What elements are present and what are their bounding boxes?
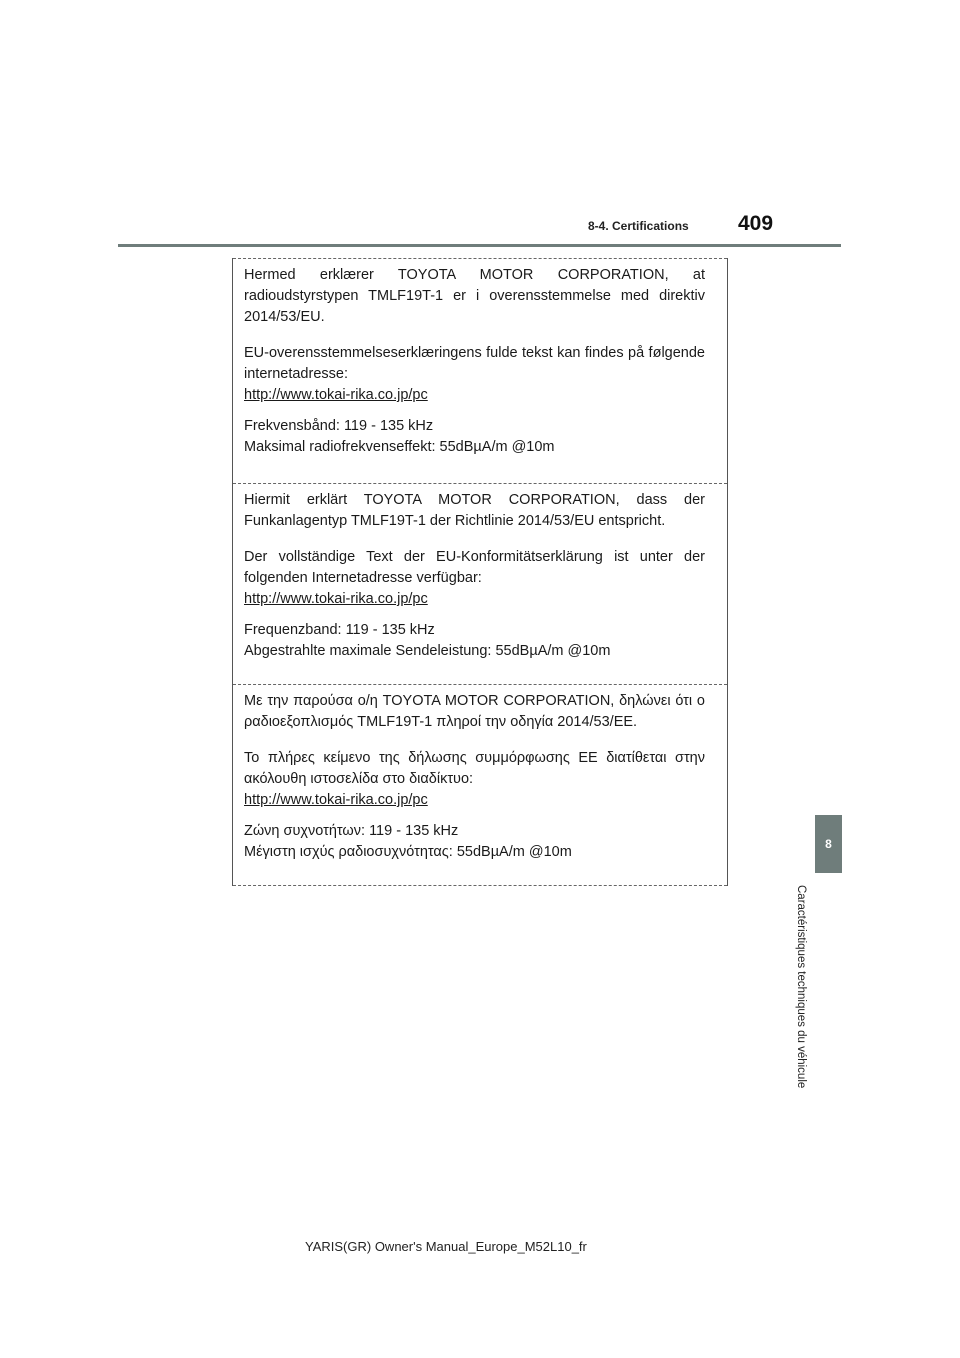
- radio-specs: [244, 620, 705, 662]
- declaration-url-intro: Der vollständige Text der EU-Konformitätserklärung ist unter der folgenden Internetadresse verfügbar:: [244, 549, 705, 586]
- chapter-label: Caractéristiques techniques du véhicule: [795, 885, 807, 1089]
- frequency-band: Ζώνη συχνοτήτων: 119 - 135 kHz: [244, 823, 459, 839]
- declaration-url-intro: EU-overensstemmelseserklæringens fulde tekst kan findes på følgende internetadresse:: [244, 345, 705, 382]
- declaration-text: Με την παρούσα ο/η TOYOTA MOTOR CORPORATION, δηλώνει ότι ο ραδιοεξοπλισμός TMLF19T-1 πληροί την οδηγία 2014/53/ΕΕ.: [244, 693, 705, 730]
- chapter-number: 8: [825, 837, 832, 851]
- max-power: Maksimal radiofrekvenseffekt: 55dBµA/m @10m: [244, 439, 555, 455]
- cert-section-greek: [233, 684, 727, 863]
- declaration-url-intro: Το πλήρες κείμενο της δήλωσης συμμόρφωσης ΕΕ διατίθεται στην ακόλουθη ιστοσελίδα στο διαδίκτυο:: [244, 750, 705, 787]
- max-power: Μέγιστη ισχύς ραδιοσυχνότητας: 55dBµA/m @10m: [244, 844, 572, 860]
- cert-section-danish: [233, 258, 727, 458]
- declaration-text: Hermed erklærer TOYOTA MOTOR CORPORATION, at radioudstyrstypen TMLF19T-1 er i overensstemmelse med direktiv 2014/53/EU.: [244, 267, 705, 325]
- frequency-band: Frequenzband: 119 - 135 kHz: [244, 622, 435, 638]
- page-number: 409: [738, 212, 774, 235]
- header-divider: [118, 244, 841, 247]
- section-title: 8-4. Certifications: [588, 219, 689, 233]
- declaration-url-text: [244, 343, 705, 406]
- max-power: Abgestrahlte maximale Sendeleistung: 55dBµA/m @10m: [244, 643, 611, 659]
- chapter-tab[interactable]: [815, 815, 842, 873]
- radio-specs: [244, 821, 705, 863]
- manufacturer-link[interactable]: http://www.tokai-rika.co.jp/pc: [244, 591, 428, 607]
- box-bottom-border: [233, 885, 727, 886]
- frequency-band: Frekvensbånd: 119 - 135 kHz: [244, 418, 434, 434]
- radio-specs: [244, 416, 705, 458]
- declaration-url-text: [244, 547, 705, 610]
- declaration-text: Hiermit erklärt TOYOTA MOTOR CORPORATION, dass der Funkanlagentyp TMLF19T-1 der Richtlinie 2014/53/EU entspricht.: [244, 492, 705, 529]
- cert-section-german: [233, 483, 727, 662]
- manufacturer-link[interactable]: http://www.tokai-rika.co.jp/pc: [244, 792, 428, 808]
- declaration-url-text: [244, 748, 705, 811]
- manufacturer-link[interactable]: http://www.tokai-rika.co.jp/pc: [244, 387, 428, 403]
- certification-box: [232, 258, 728, 886]
- footer-manual-id: YARIS(GR) Owner's Manual_Europe_M52L10_fr: [305, 1239, 587, 1254]
